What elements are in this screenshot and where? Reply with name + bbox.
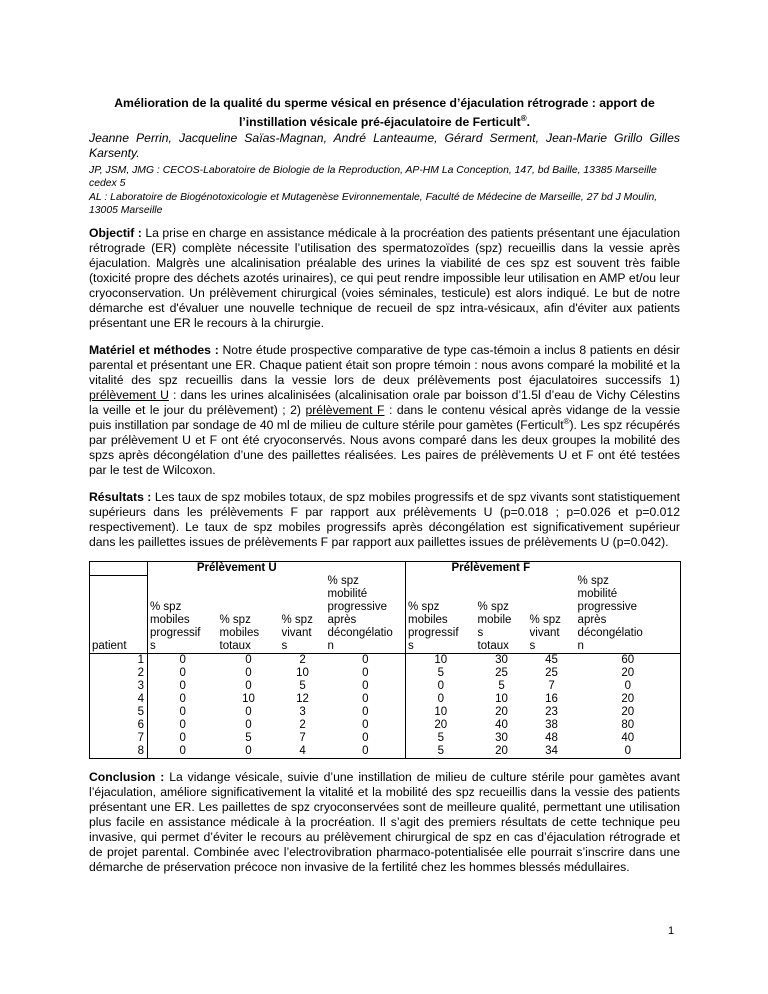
value-cell: 0 bbox=[576, 745, 681, 759]
methodes-text-1: Notre étude prospective comparative de type cas-témoin a inclus 8 patients en désir parental et présentant une ER. Chaque patient était son propre témoin : nous avons comparé la mobilité et la vitalité des spz recueillis dans la vessie lors de deux prélèvements post éjaculatoires successifs 1) bbox=[89, 343, 680, 388]
value-cell: 0 bbox=[362, 680, 369, 693]
table-row bbox=[90, 667, 681, 680]
value-cell: 0 bbox=[406, 693, 476, 706]
value-cell: 0 bbox=[148, 654, 218, 668]
value-cell: 16 bbox=[545, 693, 558, 706]
table-row bbox=[90, 693, 681, 706]
value-cell: 0 bbox=[362, 654, 369, 667]
value-cell: 23 bbox=[545, 706, 558, 719]
col-header-u-2: % spz mobiles totaux bbox=[218, 575, 280, 654]
value-cell: 0 bbox=[148, 667, 218, 680]
objectif-text: La prise en charge en assistance médicale à la procréation des patients présentant une éjaculation rétrograde (ER) complète nécessite l’utilisation des spermatozoïdes (spz) recueillis dans la vessie après éjaculation. Malgrès une alcalinisation préalable des urines la viabilité de ces spz est souvent très faible (toxicité propre des déchets azotés urinaires), ce qui peut rendre impossible leur utilisation en AMP et/ou leur cryoconservation. Un prélèvement chirurgical (voies séminales, testicule) est alors indiqué. Le but de notre démarche est d'évaluer une nouvelle technique de recueil de spz intra-vésicaux, afin d'éviter aux patients présentant une ER le recours à la chirurgie. bbox=[89, 226, 680, 331]
title-registered-mark: ® bbox=[520, 114, 527, 123]
value-cell: 7 bbox=[548, 680, 555, 693]
results-table bbox=[89, 561, 681, 759]
group-u-spacer bbox=[326, 562, 406, 576]
conclusion-text: La vidange vésicale, suivie d’une instillation de milieu de culture stérile pour gamètes avant l’éjaculation, améliore significativement la vitalité et la mobilité des spz recueillis dans la vessie des patients présentant une ER. Les paillettes de spz cryoconservées sont de meilleure qualité, permettant une utilisation plus facile en assistance médicale à la procréation. Il s’agit des premiers résultats de cette technique peu invasive, qui permet d’éviter le recours au prélèvement chirurgical de spz en cas d’éjaculation rétrograde et de projet parental. Combinée avec l’electrovibration pharmaco-potentialisée elle pourrait s’inscrire dans une démarche de préservation précoce non invasive de la fertilité chez les hommes blessés médullaires. bbox=[89, 770, 680, 875]
col-header-f-3: % spz vivant s bbox=[528, 575, 576, 654]
methodes-text-2: : dans les urines alcalinisées (alcalinisation orale par boisson d’1.5l d’eau de Vichy Célestins la veille et le jour du prélèvement) ; 2) bbox=[89, 388, 680, 418]
group-header-f: Prélèvement F bbox=[406, 562, 576, 576]
methodes-label: Matériel et méthodes : bbox=[89, 343, 219, 358]
value-cell: 2 bbox=[299, 654, 306, 667]
value-cell: 5 bbox=[406, 745, 476, 759]
value-cell: 40 bbox=[495, 719, 508, 732]
value-cell: 0 bbox=[218, 745, 280, 759]
value-cell: 25 bbox=[495, 667, 508, 680]
value-cell: 10 bbox=[296, 667, 309, 680]
value-cell: 4 bbox=[280, 745, 326, 759]
value-cell: 20 bbox=[576, 693, 681, 706]
patient-id-cell: 8 bbox=[90, 745, 148, 759]
methodes-text-3: : dans le contenu vésical après vidange de la vessie puis instillation par sondage de 40 ml de milieu de culture stérile pour gamètes (Ferticult bbox=[89, 403, 680, 433]
section-methodes bbox=[89, 343, 680, 478]
value-cell: 25 bbox=[545, 667, 558, 680]
abstract-page bbox=[89, 96, 680, 875]
value-cell: 5 bbox=[406, 667, 476, 680]
patient-id-cell: 3 bbox=[90, 680, 148, 693]
value-cell: 2 bbox=[299, 719, 306, 732]
affiliation-2: AL : Laboratoire de Biogénotoxicologie et Mutagenèse Evironnementale, Faculté de Médecine de Marseille, 27 bd J Moulin, 13005 Marseille bbox=[89, 192, 658, 217]
value-cell: 12 bbox=[296, 693, 309, 706]
value-cell: 5 bbox=[498, 680, 505, 693]
section-resultats bbox=[89, 490, 680, 550]
value-cell: 0 bbox=[148, 732, 218, 745]
table-row bbox=[90, 745, 681, 759]
value-cell: 0 bbox=[362, 693, 369, 706]
title-end: . bbox=[526, 115, 531, 130]
value-cell: 10 bbox=[406, 706, 476, 719]
value-cell: 0 bbox=[245, 719, 252, 732]
value-cell: 0 bbox=[326, 745, 406, 759]
page-number: 1 bbox=[668, 925, 675, 937]
title-text: Amélioration de la qualité du sperme vésical en présence d’éjaculation rétrograde : apport de l’instillation vésicale pré-éjaculatoire de Ferticult bbox=[114, 96, 655, 130]
objectif-label: Objectif : bbox=[89, 226, 142, 241]
value-cell: 5 bbox=[406, 732, 476, 745]
value-cell: 10 bbox=[495, 693, 508, 706]
value-cell: 38 bbox=[545, 719, 558, 732]
conclusion-label: Conclusion : bbox=[89, 770, 165, 785]
value-cell: 30 bbox=[495, 732, 508, 745]
table-corner bbox=[90, 562, 148, 576]
patient-header: patient bbox=[90, 575, 148, 654]
value-cell: 0 bbox=[406, 680, 476, 693]
group-f-spacer bbox=[576, 562, 681, 576]
methodes-registered-mark: ® bbox=[563, 417, 570, 426]
affiliations bbox=[89, 164, 680, 217]
patient-id-cell: 2 bbox=[90, 667, 148, 680]
authors: Jeanne Perrin, Jacqueline Saïas-Magnan, André Lanteaume, Gérard Serment, Jean-Marie Grillo Gilles Karsenty. bbox=[89, 131, 680, 161]
value-cell: 20 bbox=[476, 745, 528, 759]
patient-id-cell: 6 bbox=[90, 719, 148, 732]
patient-id-cell: 7 bbox=[90, 732, 148, 745]
value-cell: 0 bbox=[576, 680, 681, 693]
value-cell: 3 bbox=[299, 706, 306, 719]
value-cell: 10 bbox=[242, 693, 255, 706]
value-cell: 48 bbox=[545, 732, 558, 745]
section-conclusion bbox=[89, 770, 680, 875]
resultats-text: Les taux de spz mobiles totaux, de spz mobiles progressifs et de spz vivants sont statistiquement supérieurs dans les prélèvements F par rapport aux prélèvements U (p=0.018 ; p=0.026 et p=0.012 respectivement). Le taux de spz mobiles progressifs après décongélation est significativement supérieur dans les paillettes issues de prélèvements F par rapport aux paillettes issues de prélèvements U (p=0.042). bbox=[89, 490, 680, 550]
value-cell: 0 bbox=[245, 706, 252, 719]
methodes-text-4: ). Les spz récupérés par prélèvement U et F ont été cryoconservés. Nous avons comparé dans les deux groupes la mobilité des spzs après décongélation d’une des paillettes réalisées. Les paires de prélèvements U et F ont été testées par le test de Wilcoxon. bbox=[89, 418, 680, 478]
table-row bbox=[90, 680, 681, 693]
col-header-u-4: % spz mobilité progressive après décongélatio n bbox=[326, 575, 406, 654]
value-cell: 0 bbox=[148, 680, 218, 693]
col-header-u-3: % spz vivant s bbox=[280, 575, 326, 654]
col-header-u-1: % spz mobiles progressif s bbox=[148, 575, 218, 654]
value-cell: 40 bbox=[576, 732, 681, 745]
value-cell: 0 bbox=[148, 719, 218, 732]
value-cell: 20 bbox=[406, 719, 476, 732]
value-cell: 30 bbox=[495, 654, 508, 667]
value-cell: 34 bbox=[528, 745, 576, 759]
value-cell: 7 bbox=[299, 732, 306, 745]
value-cell: 60 bbox=[576, 654, 681, 668]
value-cell: 5 bbox=[299, 680, 306, 693]
patient-id-cell: 4 bbox=[90, 693, 148, 706]
value-cell: 20 bbox=[495, 706, 508, 719]
value-cell: 0 bbox=[362, 732, 369, 745]
table-row bbox=[90, 654, 681, 668]
col-header-f-1: % spz mobiles progressif s bbox=[406, 575, 476, 654]
table-row bbox=[90, 732, 681, 745]
value-cell: 20 bbox=[576, 667, 681, 680]
value-cell: 0 bbox=[148, 693, 218, 706]
col-header-f-4: % spz mobilité progressive après décongélatio n bbox=[576, 575, 681, 654]
patient-id-cell: 5 bbox=[90, 706, 148, 719]
col-header-f-2: % spz mobile s totaux bbox=[476, 575, 528, 654]
paper-title bbox=[89, 96, 680, 130]
affiliation-1: JP, JSM, JMG : CECOS-Laboratoire de Biologie de la Reproduction, AP-HM La Conception, 147, bd Baille, 13385 Marseille cedex 5 bbox=[89, 165, 657, 190]
value-cell: 5 bbox=[245, 732, 252, 745]
value-cell: 0 bbox=[245, 680, 252, 693]
value-cell: 45 bbox=[545, 654, 558, 667]
methodes-prelevement-f: prélèvement F bbox=[305, 403, 385, 418]
value-cell: 20 bbox=[576, 706, 681, 719]
value-cell: 0 bbox=[245, 667, 252, 680]
section-objectif bbox=[89, 226, 680, 331]
value-cell: 0 bbox=[362, 706, 369, 719]
value-cell: 80 bbox=[576, 719, 681, 732]
value-cell: 0 bbox=[362, 719, 369, 732]
value-cell: 0 bbox=[362, 667, 369, 680]
value-cell: 0 bbox=[148, 706, 218, 719]
table-row bbox=[90, 706, 681, 719]
table-row bbox=[90, 719, 681, 732]
group-header-u: Prélèvement U bbox=[148, 562, 326, 576]
methodes-prelevement-u: prélèvement U bbox=[89, 388, 169, 403]
patient-id-cell: 1 bbox=[90, 654, 148, 668]
value-cell: 10 bbox=[406, 654, 476, 668]
value-cell: 0 bbox=[148, 745, 218, 759]
value-cell: 0 bbox=[245, 654, 252, 667]
resultats-label: Résultats : bbox=[89, 490, 152, 505]
